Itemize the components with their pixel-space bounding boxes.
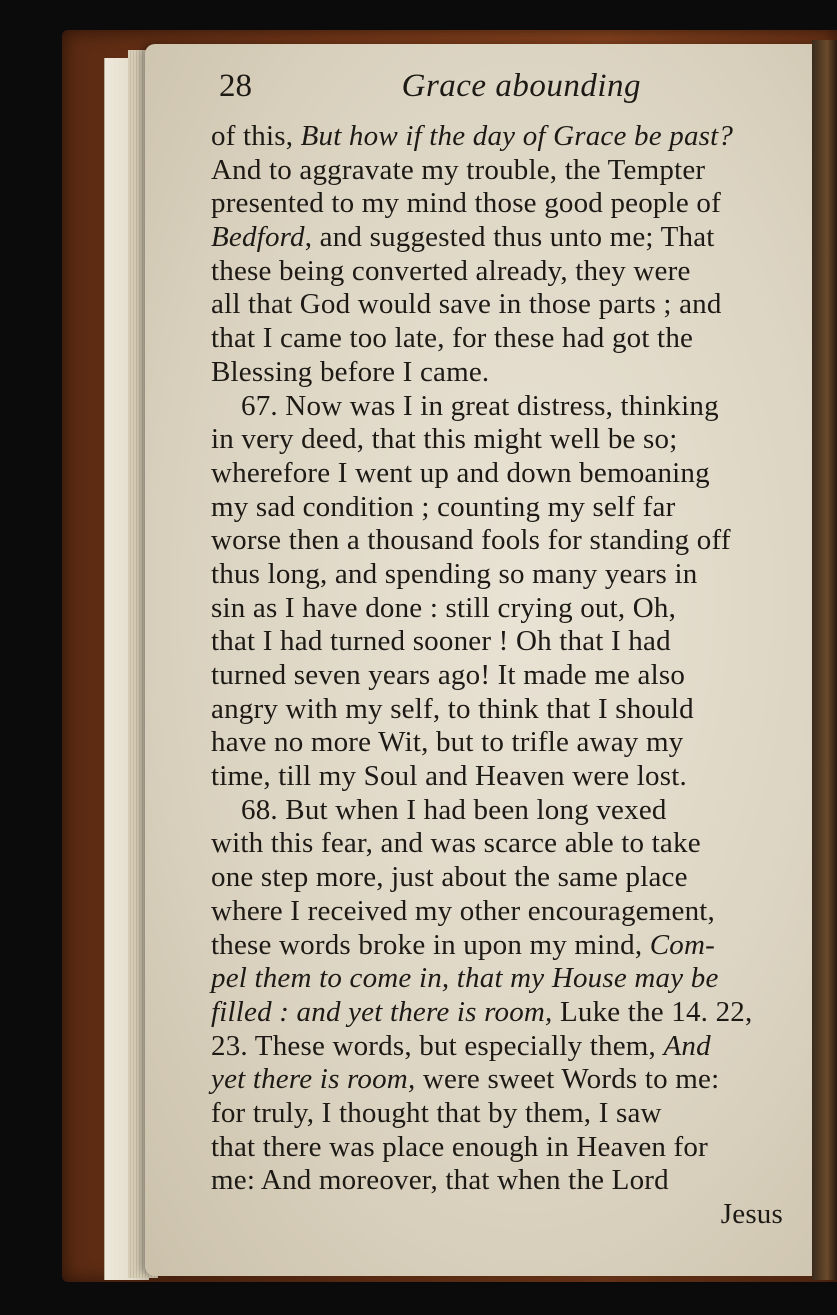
text-line <box>211 221 801 255</box>
text-segment: of this, <box>211 120 301 152</box>
text-line <box>211 491 801 525</box>
text-line <box>211 659 801 693</box>
text-line <box>211 962 801 996</box>
text-line <box>211 457 801 491</box>
text-line <box>211 356 801 390</box>
text-line <box>211 794 801 828</box>
italic-text: yet there is room, <box>211 1063 416 1096</box>
text-line <box>211 120 801 154</box>
text-line <box>211 827 801 861</box>
text-line <box>211 726 801 760</box>
text-segment: 23. These words, but especially them, <box>211 1029 664 1062</box>
text-segment: that there was place enough in Heaven for <box>211 1130 708 1163</box>
text-segment: sin as I have done : still crying out, Oh, <box>211 591 677 624</box>
italic-text: Bedford <box>211 221 305 254</box>
catchword: Jesus <box>720 1198 783 1230</box>
italic-text: filled : and yet there is room, <box>211 995 553 1028</box>
text-line <box>211 929 801 963</box>
text-segment: , and suggested thus unto me; That <box>304 221 715 254</box>
text-line <box>211 895 801 929</box>
text-segment: thus long, and spending so many years in <box>211 557 698 590</box>
italic-text: And <box>663 1029 711 1062</box>
text-line <box>211 288 801 322</box>
spine-edge <box>812 40 837 1280</box>
text-line <box>211 1097 801 1131</box>
text-line <box>211 255 801 289</box>
text-line <box>211 187 801 221</box>
text-line <box>211 1063 801 1097</box>
text-segment: that I had turned sooner ! Oh that I had <box>211 625 671 658</box>
text-segment: wherefore I went up and down bemoaning <box>211 456 710 489</box>
text-segment: my sad condition ; counting my self far <box>211 490 676 523</box>
text-segment: And to aggravate my trouble, the Tempter <box>211 153 706 186</box>
text-segment: Blessing before I came. <box>211 355 490 388</box>
text-line <box>211 558 801 592</box>
page-header <box>211 68 801 120</box>
text-segment: that I came too late, for these had got the <box>211 322 694 355</box>
text-segment: 68. But when I had been long vexed <box>241 793 667 826</box>
text-segment: me: And moreover, that when the Lord <box>211 1164 669 1197</box>
text-line <box>211 1131 801 1165</box>
text-line <box>211 423 801 457</box>
page-text <box>211 68 801 1232</box>
italic-text: But how if the day of Grace be past? <box>300 120 734 152</box>
text-segment: presented to my mind those good people of <box>211 187 721 220</box>
text-line <box>211 996 801 1030</box>
text-line <box>211 592 801 626</box>
text-line <box>211 524 801 558</box>
text-line <box>211 625 801 659</box>
italic-text: pel them to come in, that my House may be <box>211 962 719 995</box>
text-segment: these words broke in upon my mind, <box>211 928 650 961</box>
text-line <box>211 1164 801 1198</box>
running-head: Grace abounding <box>401 68 641 104</box>
text-line <box>211 760 801 794</box>
text-segment: in very deed, that this might well be so; <box>211 423 678 456</box>
text-segment: for truly, I thought that by them, I saw <box>211 1096 662 1129</box>
text-segment: where I received my other encouragement, <box>211 894 715 927</box>
text-segment: with this fear, and was scarce able to take <box>211 827 701 860</box>
body-text <box>211 120 801 1198</box>
text-segment: turned seven years ago! It made me also <box>211 659 686 691</box>
text-segment: were sweet Words to me: <box>415 1063 720 1096</box>
italic-text: Com- <box>649 928 715 961</box>
text-segment: worse then a thousand fools for standing off <box>211 524 731 557</box>
text-segment: have no more Wit, but to trifle away my <box>211 726 684 759</box>
text-segment: Luke the 14. 22, <box>552 995 753 1028</box>
text-line <box>211 390 801 424</box>
text-line <box>211 861 801 895</box>
page-number: 28 <box>219 68 252 104</box>
text-segment: 67. Now was I in great distress, thinking <box>241 389 719 422</box>
text-line <box>211 693 801 727</box>
text-segment: time, till my Soul and Heaven were lost. <box>211 760 687 793</box>
text-line <box>211 1030 801 1064</box>
text-line <box>211 322 801 356</box>
text-segment: all that God would save in those parts ; and <box>211 288 722 321</box>
text-segment: these being converted already, they were <box>211 254 691 287</box>
text-segment: angry with my self, to think that I should <box>211 692 694 725</box>
text-segment: one step more, just about the same place <box>211 861 688 894</box>
text-line <box>211 154 801 188</box>
